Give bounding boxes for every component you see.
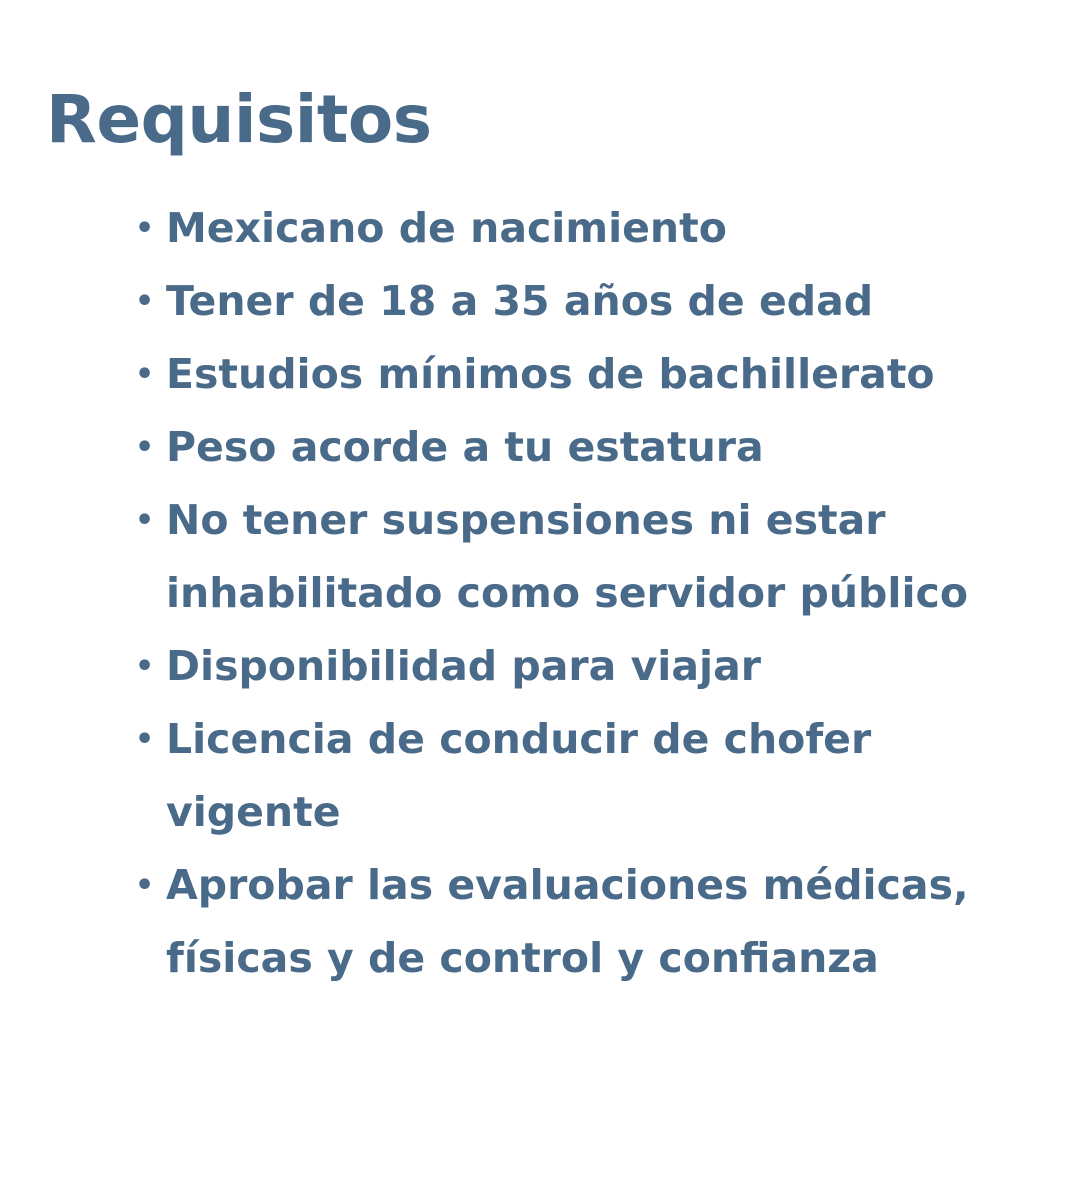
requirement-text: No tener suspensiones ni estar inhabilitado como servidor público [166,496,968,617]
requirement-item [166,265,1046,338]
requirement-item [166,192,1046,265]
requirement-text: Aprobar las evaluaciones médicas, físicas y de control y confianza [166,861,969,982]
requirement-text: Disponibilidad para viajar [166,642,761,690]
requirement-item [166,338,1046,411]
requirement-item [166,484,1046,630]
requirement-text: Mexicano de nacimiento [166,204,727,252]
bullet-icon [135,338,149,411]
requirement-item [166,411,1046,484]
bullet-icon [135,192,149,265]
bullet-icon [135,484,149,557]
requirement-text: Licencia de conducir de chofer vigente [166,715,872,836]
bullet-icon [135,849,149,922]
requirement-item [166,703,1046,849]
requirements-list [166,192,1046,995]
requirement-text: Tener de 18 a 35 años de edad [166,277,874,325]
requirement-text: Peso acorde a tu estatura [166,423,764,471]
bullet-icon [135,630,149,703]
bullet-icon [135,265,149,338]
bullet-icon [135,411,149,484]
requirements-section [46,70,1046,982]
bullet-icon [135,703,149,776]
requirements-title: Requisitos [46,81,432,158]
requirement-item [166,849,1046,995]
requirement-text: Estudios mínimos de bachillerato [166,350,935,398]
requirement-item [166,630,1046,703]
